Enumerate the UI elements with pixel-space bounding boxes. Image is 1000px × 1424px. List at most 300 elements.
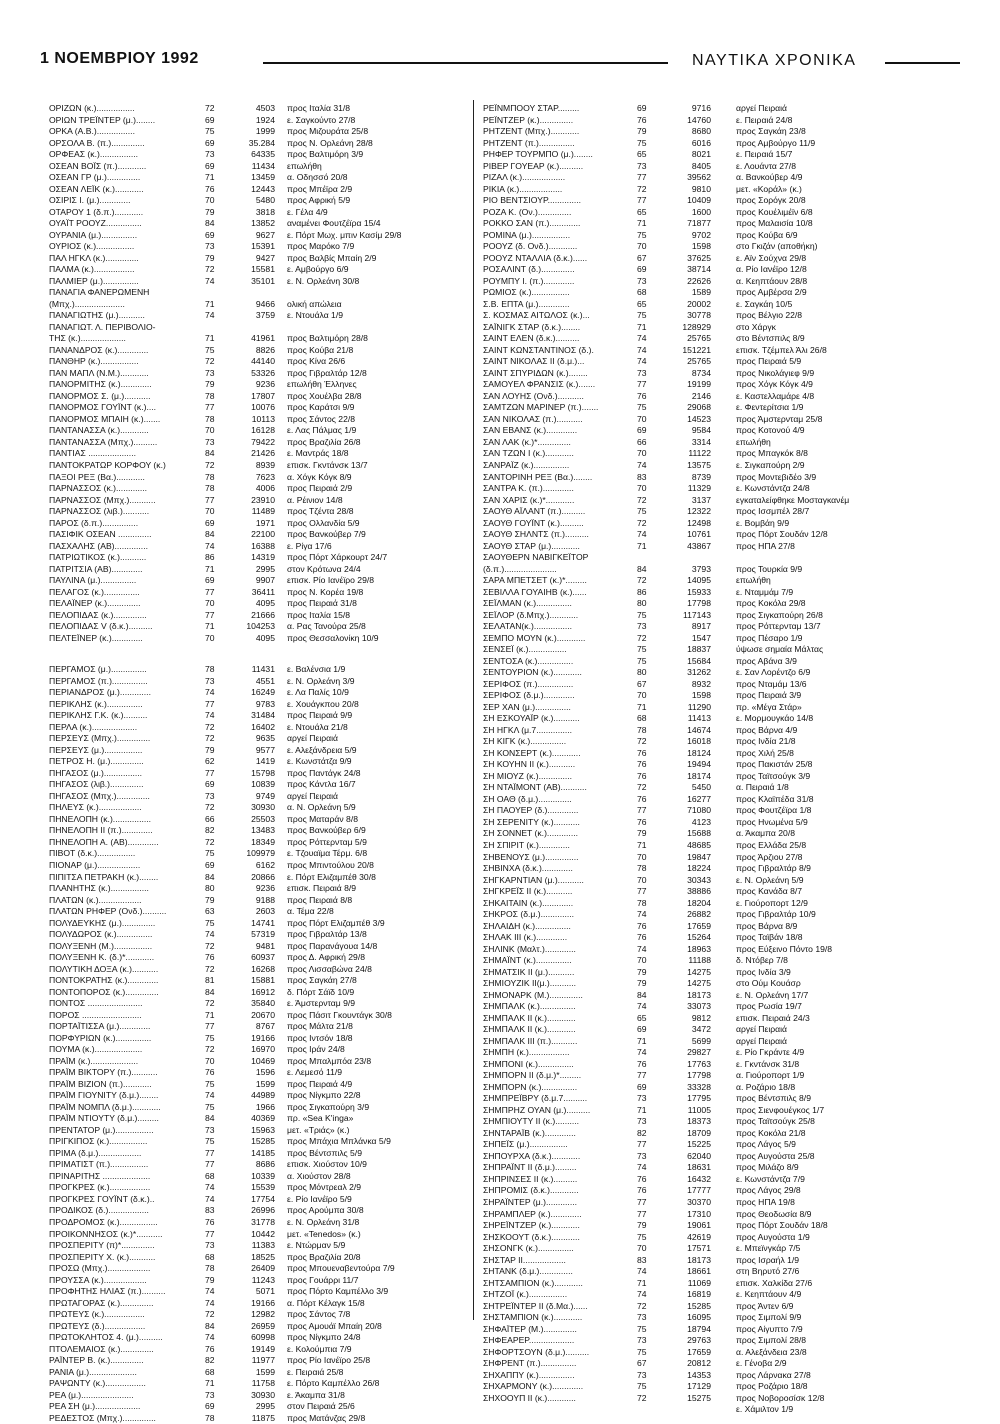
- ship-status: α. Ρίο Ιανέϊρο 12/8: [736, 264, 807, 275]
- ship-row: [49, 218, 469, 230]
- ship-row: [483, 598, 963, 610]
- ship-status: προς Ισσμπέλ 28/7: [736, 506, 810, 517]
- ship-status: προς Ματάνζας 29/8: [287, 1412, 366, 1423]
- tonnage: 16402: [251, 721, 275, 732]
- build-year: 74: [637, 333, 647, 344]
- ship-name: ΣΗΜΠΑΛΚ (κ.)...............: [483, 1001, 576, 1012]
- ship-row: [483, 1312, 963, 1324]
- ship-row: [483, 1301, 963, 1313]
- tonnage: 1589: [691, 287, 711, 298]
- ship-status: προς Κοκόλα 21/8: [736, 1127, 806, 1138]
- ship-name: ΡΩΜΙΟΣ (κ.)................: [483, 287, 570, 298]
- build-year: 71: [205, 333, 215, 344]
- ship-name: ΠΗΓΑΣΟΣ (Μπχ.)..............: [49, 790, 150, 801]
- build-year: 79: [205, 379, 215, 390]
- ship-name: ΡΑΝΙΑ (μ.)....................: [49, 1366, 137, 1377]
- ship-status: ε. Κολούμπια 7/9: [287, 1343, 352, 1354]
- ship-status: επισκ. Χαλκίδα 27/6: [736, 1277, 813, 1288]
- ship-status: ε. Γιούρoπορτ 12/9: [736, 897, 808, 908]
- build-year: 77: [637, 1208, 647, 1219]
- ship-row: [49, 745, 469, 757]
- build-year: 74: [637, 1266, 647, 1277]
- ship-name: ΠΑΝΤΑΝΑΣΣΑ (κ.)............: [49, 425, 149, 436]
- build-year: 74: [205, 710, 215, 721]
- ship-status: προς Πόρτ Σουδάν 18/8: [736, 1220, 828, 1231]
- ship-name: ΠΑΝΑΝΔΡΟΣ (κ.).............: [49, 344, 149, 355]
- build-year: 69: [205, 114, 215, 125]
- tonnage: 16018: [687, 736, 711, 747]
- build-year: 76: [637, 114, 647, 125]
- tonnage: 10076: [251, 402, 275, 413]
- ship-name: ΠΑΝΟΡΜΙΤΗΣ (κ.).............: [49, 379, 152, 390]
- ship-row: [483, 817, 963, 829]
- ship-row: [49, 356, 469, 368]
- ship-name: ΣΗΓΚΡΕΪΣ ΙΙ (κ.)...........: [483, 886, 573, 897]
- build-year: 80: [637, 667, 647, 678]
- ship-status: ε. Αϊν Σούχνα 29/8: [736, 252, 807, 263]
- tonnage: 20002: [687, 298, 711, 309]
- tonnage: 30930: [251, 802, 275, 813]
- ship-name: ΠΑΣΙΦΙΚ ΟΣΕΑΝ ..............: [49, 529, 152, 540]
- page-header: [40, 50, 960, 74]
- ship-row: [483, 610, 963, 622]
- build-year: 71: [205, 563, 215, 574]
- build-year: 72: [205, 356, 215, 367]
- ship-row: [49, 483, 469, 495]
- ship-row: [483, 472, 963, 484]
- ship-name: ΠΑΝΑΓΙΩΤ. Λ. ΠΕΡΙΒΟΛΙΟ-: [49, 321, 156, 332]
- build-year: 76: [205, 1067, 215, 1078]
- ship-status: προς Μπιντούλου 20/8: [287, 860, 374, 870]
- ship-name: ΠΕΡΙΚΛΗΣ (κ.)...............: [49, 698, 143, 709]
- build-year: 72: [637, 517, 647, 528]
- ship-row: [49, 379, 469, 391]
- tonnage: 15285: [251, 1136, 275, 1147]
- ship-status: α. Γιούρoπορτ 1/9: [736, 1070, 805, 1081]
- ship-row: [483, 495, 963, 507]
- ship-name: ΣΗΤΑΝΚ (δ.μ.)..............: [483, 1266, 573, 1277]
- build-year: 76: [637, 1058, 647, 1069]
- ship-row: [483, 103, 963, 115]
- ship-row: [483, 564, 963, 576]
- build-year: 72: [205, 940, 215, 951]
- ship-row: [49, 1056, 469, 1068]
- tonnage: 30370: [687, 1196, 711, 1207]
- issue-date: 1 ΝΟΕΜΒΡΙΟΥ 1992: [40, 50, 199, 67]
- ship-row: [49, 1102, 469, 1114]
- tonnage: 1547: [691, 632, 711, 643]
- build-year: 77: [205, 767, 215, 778]
- tonnage: 4123: [691, 816, 711, 827]
- ship-row: [49, 276, 469, 288]
- ship-name: ΠΟΛΥΞΕΝΗ Κ. (δ.)*............: [49, 952, 155, 963]
- ship-name: ΠΙΠΙΤΣΑ ΠΕΤΡΑΚΗ (κ.)........: [49, 871, 159, 882]
- tonnage: 9584: [691, 425, 711, 436]
- ship-row: [49, 1240, 469, 1252]
- build-year: 79: [637, 978, 647, 989]
- tonnage: 9236: [255, 883, 275, 894]
- ship-row: [49, 733, 469, 745]
- ship-status: προς Άντεν 6/9: [736, 1300, 794, 1311]
- tonnage: 15581: [251, 264, 275, 275]
- tonnage: 14760: [687, 114, 711, 125]
- build-year: 79: [205, 744, 215, 755]
- ship-status: αργεί Πειραιά: [736, 1024, 787, 1035]
- tonnage: 17754: [251, 1193, 275, 1204]
- build-year: 76: [637, 1185, 647, 1196]
- tonnage: 11188: [688, 955, 711, 966]
- build-year: 70: [637, 690, 647, 701]
- tonnage: 11489: [251, 506, 275, 517]
- ship-name: ΣΗΜΠΟΡΝ ΙΙ (δ.μ.)*.........: [483, 1070, 582, 1081]
- ship-name: ΣΗΠΕΪΣ (μ.)................: [483, 1139, 568, 1150]
- tonnage: 15963: [251, 1124, 275, 1135]
- ship-name: ΣΗ ΟΑΘ (δ.μ.)..............: [483, 793, 572, 804]
- tonnage: 12322: [687, 506, 711, 517]
- tonnage: 2995: [255, 1401, 275, 1412]
- tonnage: 31262: [687, 667, 711, 678]
- ship-name: ΡΙΟ ΒΕΝΤΣΙΟΥΡ..............: [483, 195, 582, 206]
- ship-row: [483, 1082, 963, 1094]
- ship-name: ΠΑΝΤΑΝΑΣΣΑ (Μπχ.)..........: [49, 436, 158, 447]
- ship-name: ΟΡΙΖΩΝ (κ.)................: [49, 103, 135, 113]
- ship-status: ε. Λας Πάλμας 1/9: [287, 425, 357, 436]
- ship-row: [49, 437, 469, 449]
- build-year: 73: [637, 1312, 647, 1323]
- build-year: 73: [205, 241, 215, 252]
- ship-name: ΣΗΜΑΪΝΤ (κ.)...............: [483, 955, 572, 966]
- ship-row: [483, 1243, 963, 1255]
- ship-name: ΣΕΝΤΟΣΑ (κ.)...............: [483, 655, 574, 666]
- ship-row: [49, 975, 469, 987]
- tonnage: 16819: [687, 1289, 711, 1300]
- tonnage: 16277: [687, 793, 711, 804]
- tonnage: 26409: [251, 1263, 275, 1274]
- build-year: 75: [637, 229, 647, 240]
- ship-row: [49, 1021, 469, 1033]
- build-year: 70: [637, 874, 647, 885]
- ship-status: προς Δ. Αφρική 29/8: [287, 952, 365, 963]
- build-year: 74: [205, 310, 215, 321]
- ship-status: προς Βάρνα 4/9: [736, 724, 798, 735]
- tonnage: 14523: [687, 413, 711, 424]
- ship-status: προς Ελλάδα 25/8: [736, 840, 807, 850]
- ship-name: ΠΡΟΓΚΡΕΣ (κ.).................: [49, 1182, 151, 1193]
- tonnage: 71080: [687, 805, 711, 816]
- ship-name: ΣΕΪΛΟΡ (δ.Μπχ.)............: [483, 609, 579, 620]
- ship-row: [49, 425, 469, 437]
- ship-status: στον Πειραιά 25/6: [287, 1401, 355, 1412]
- ship-name: ΠΗΝΕΛΟΠΗ ΙΙ (π.).............: [49, 825, 153, 836]
- build-year: 66: [637, 436, 647, 447]
- ship-name: ΡΕΑ (μ.)......................: [49, 1389, 134, 1400]
- tonnage: 3759: [255, 310, 275, 321]
- ship-status: ε. Ν. Ορλεάνη 3/9: [287, 675, 355, 686]
- ship-name: ΠΑΝΟΡΜΟΣ ΓΟΥΪΝΤ (κ.)....: [49, 402, 157, 413]
- tonnage: 13575: [687, 459, 711, 470]
- ship-row: [49, 1044, 469, 1056]
- tonnage: 8021: [691, 149, 711, 160]
- build-year: 82: [205, 825, 215, 836]
- ship-status: ε. Νταμμάμ 7/9: [736, 586, 794, 597]
- ship-name: ΠΡΟΣΠΕΡΙΤΥ Χ. (κ.)...........: [49, 1251, 156, 1262]
- ship-row: [49, 837, 469, 849]
- ship-name: ΠΡΟΓΚΡΕΣ ΓΟΥΪΝΤ (δ.κ.)..: [49, 1193, 155, 1204]
- tonnage: 9702: [691, 229, 711, 240]
- ship-name: ΡΙΒΕΡ ΓΟΥΕΑΡ (κ.)..........: [483, 160, 584, 171]
- tonnage: 62040: [687, 1150, 711, 1161]
- ship-row: [483, 1013, 963, 1025]
- build-year: 69: [205, 575, 215, 586]
- ship-row: [483, 1059, 963, 1071]
- tonnage: 17798: [687, 1070, 711, 1081]
- ship-name: ΣΑΟΥΘ ΣΗΛΝΤΣ (π.)..........: [483, 529, 589, 540]
- build-year: 79: [637, 828, 647, 839]
- build-year: 82: [637, 1127, 647, 1138]
- ship-row: [483, 264, 963, 276]
- ship-row: [49, 345, 469, 357]
- ship-status: ε. Αλεξάνδρεια 5/9: [287, 744, 357, 755]
- ship-status: προς Ηνωμένα 5/9: [736, 816, 808, 827]
- ship-status: προς Γιβραλτάρ 8/9: [736, 863, 811, 874]
- ship-status: ε. Άμστερνταμ 9/9: [287, 998, 356, 1009]
- tonnage: 26959: [251, 1320, 275, 1331]
- tonnage: 15225: [687, 1139, 711, 1150]
- ship-status: επισκ. Χιούστον 10/9: [287, 1159, 367, 1170]
- ship-status: α. Άκαμπα 20/8: [736, 828, 796, 839]
- tonnage: 11758: [251, 1378, 275, 1389]
- ship-name: ΣΑΝΤΡΑ Κ. (π.).............: [483, 483, 574, 494]
- ship-name: ΠΑΡΝΑΣΣΟΣ (Μπχ.)...........: [49, 494, 156, 505]
- ship-row: [483, 725, 963, 737]
- ship-name: ΣΗΠΟΥΡΧΑ (δ.κ.)............: [483, 1150, 581, 1161]
- ship-row: [483, 1128, 963, 1140]
- build-year: 69: [205, 160, 215, 171]
- ship-name: ΟΤΑΡΟΥ 1 (δ.π.)............: [49, 206, 144, 217]
- build-year: 65: [637, 206, 647, 217]
- tonnage: 15539: [251, 1182, 275, 1193]
- ship-row: [49, 918, 469, 930]
- tonnage: 29763: [687, 1335, 711, 1346]
- ship-row: [49, 633, 469, 645]
- ship-row: [483, 115, 963, 127]
- build-year: 72: [205, 733, 215, 744]
- ship-name: ΣΕΡΙΦΟΣ (δ.μ.).............: [483, 690, 575, 701]
- ship-row: [49, 621, 469, 633]
- ship-name: ΣΗΦΟΡΤΣΟΥΝ (δ.μ.)..........: [483, 1346, 590, 1357]
- ship-status: ε. Πειραιά 24/8: [736, 114, 793, 125]
- build-year: 72: [205, 721, 215, 732]
- tonnage: 18709: [687, 1127, 711, 1138]
- ship-name: ΣΗΒΕΝΟΥΣ (μ.)..............: [483, 851, 579, 862]
- ship-name: ΣΑΜΤΖΩΝ ΜΑΡΙΝΕΡ (π.).......: [483, 402, 599, 413]
- ship-row: [49, 676, 469, 688]
- ship-status: προς Πάσιτ Γκουντάγκ 30/8: [287, 1009, 392, 1020]
- tonnage: 29068: [687, 402, 711, 413]
- tonnage: 30778: [687, 310, 711, 321]
- build-year: 78: [205, 390, 215, 401]
- build-year: 74: [637, 1289, 647, 1300]
- tonnage: 11875: [251, 1412, 275, 1423]
- ship-status: επωλήθη: [736, 436, 771, 447]
- build-year: 73: [205, 790, 215, 801]
- ship-name: ΠΡΙΜΑΤΙΣΤ (π.)................: [49, 1159, 149, 1170]
- tonnage: 1598: [691, 690, 711, 701]
- ship-status: προς Εύξεινο Πόντο 19/8: [736, 943, 833, 954]
- tonnage: 14185: [251, 1147, 275, 1158]
- ship-name: ΣΗΚΡΟΣ (δ.μ.)..............: [483, 909, 575, 920]
- build-year: 72: [205, 998, 215, 1009]
- ship-status: α. Ροζάριο 18/8: [736, 1081, 796, 1092]
- build-year: 68: [205, 1251, 215, 1262]
- build-year: 69: [205, 517, 215, 528]
- ship-row: [483, 656, 963, 668]
- ship-status: προς Κλαϊπέδα 31/8: [736, 793, 814, 804]
- build-year: 76: [637, 816, 647, 827]
- tonnage: 12498: [687, 517, 711, 528]
- ship-name: ΣΗΓΚΑΡΝΤΙΑΝ (μ.)...........: [483, 874, 584, 885]
- tonnage: 11977: [251, 1355, 275, 1366]
- build-year: 70: [205, 506, 215, 517]
- ship-row: [483, 345, 963, 357]
- ship-status: επισκ. Τζέμπελ Άλι 26/8: [736, 344, 827, 355]
- ship-name: ΣΗΛΑΚ ΙΙΙ (κ.).............: [483, 932, 568, 943]
- ship-status: ε. Χάμιλτον 1/9: [736, 1404, 794, 1415]
- ship-row: [49, 149, 469, 161]
- build-year: 75: [637, 137, 647, 148]
- build-year: 72: [205, 802, 215, 813]
- build-year: 65: [637, 298, 647, 309]
- ship-row: [49, 1252, 469, 1264]
- ship-status: προς Κοτονού 4/9: [736, 425, 805, 436]
- build-year: 77: [637, 1139, 647, 1150]
- tonnage: 19199: [687, 379, 711, 390]
- ship-status: αργεί Πειραιά: [287, 790, 338, 801]
- ship-name: ΣΕΝΣΕΪ (κ.)................: [483, 644, 567, 655]
- ship-name: ΡΟΚΚΟ ΣΑΝ (π.).............: [483, 218, 581, 229]
- build-year: 70: [205, 598, 215, 609]
- ship-status: ε. Βομβάη 9/9: [736, 517, 790, 528]
- ship-status: προς Μπαγκόκ 8/8: [736, 448, 808, 459]
- ship-name: ΣΗΜΠΑΛΚ ΙΙΙ (π.)...........: [483, 1035, 578, 1046]
- ship-name: ΣΑΝΤΟΡΙΝΗ ΡΕΞ (Βα.)........: [483, 471, 593, 482]
- tonnage: 18224: [687, 863, 711, 874]
- ship-name: ΠΑΝΟΡΜΟΣ ΜΠΑΙΗ (κ.).......: [49, 413, 161, 424]
- ship-row: [483, 1335, 963, 1347]
- ship-status: ε. Γκντάνσκ 31/8: [736, 1058, 800, 1069]
- ship-row: [49, 1309, 469, 1321]
- tonnage: 5480: [255, 195, 275, 206]
- ship-row: [483, 138, 963, 150]
- ship-row: [483, 322, 963, 334]
- ship-name: (Μπχ.).....................: [49, 298, 125, 309]
- ship-row: [483, 967, 963, 979]
- ship-status: α. Χόγκ Κόγκ 8/9: [287, 471, 352, 482]
- build-year: 70: [637, 448, 647, 459]
- ship-name: ΠΡΩΤΕΥΣ (δ.).................: [49, 1320, 146, 1331]
- header-rule-left: [263, 62, 668, 64]
- tonnage: 44140: [251, 356, 275, 367]
- build-year: 73: [637, 1369, 647, 1380]
- tonnage: 30930: [251, 1389, 275, 1400]
- header-rule-right: [885, 62, 960, 64]
- ship-status: προς Πειραιά 5/9: [736, 356, 802, 367]
- tonnage: 2146: [691, 390, 711, 401]
- ship-row: [483, 195, 963, 207]
- tonnage: 17798: [687, 598, 711, 609]
- ship-row: [483, 828, 963, 840]
- ship-row: [483, 1266, 963, 1278]
- ship-name: ΠΟΝΤΟΚΡΑΤΗΣ (κ.).............: [49, 975, 159, 986]
- ship-name: ΣΗΣΤΑΜΠΙΟΝ (κ.)............: [483, 1312, 583, 1323]
- ship-name: ΣΗΜΙΟΥΖΙΚ ΙΙ(μ.)...........: [483, 978, 577, 989]
- ship-status: προς Σάντος 7/8: [287, 1309, 351, 1320]
- build-year: 71: [205, 1378, 215, 1389]
- ship-name: ΣΗΛΙΝΚ (Μαλτ.).............: [483, 943, 576, 954]
- ship-row: [49, 1378, 469, 1390]
- ship-status: προς Άρζιου 27/8: [736, 851, 803, 862]
- tonnage: 18373: [687, 1116, 711, 1127]
- ship-status: προς Σιγκαπούρη 26/8: [736, 609, 823, 620]
- build-year: 78: [205, 664, 215, 675]
- tonnage: 26996: [251, 1205, 275, 1216]
- ship-name: ΟΣΕΑΝ ΓΡ (μ.)..............: [49, 172, 141, 183]
- tonnage: 10113: [251, 413, 275, 424]
- build-year: 74: [205, 275, 215, 286]
- build-year: 77: [637, 172, 647, 183]
- tonnage: 8767: [255, 1021, 275, 1032]
- ship-status: ε. Ντουάλα 21/8: [287, 721, 348, 732]
- build-year: 75: [637, 1323, 647, 1334]
- tonnage: 11383: [251, 1240, 275, 1251]
- ship-row: [49, 664, 469, 676]
- build-year: 80: [205, 883, 215, 894]
- ship-row: [49, 460, 469, 472]
- tonnage: 19847: [687, 851, 711, 862]
- tonnage: 25503: [251, 813, 275, 824]
- ship-name: ΣΑΙΝΤ ΚΩΝΣΤΑΝΤΙΝΟΣ (δ.).: [483, 344, 594, 355]
- ship-name: Σ. ΚΟΣΜΑΣ ΑΙΤΩΛΟΣ (κ.)...: [483, 310, 590, 321]
- tonnage: 109979: [246, 848, 275, 859]
- build-year: 65: [637, 1012, 647, 1023]
- ship-row: [49, 768, 469, 780]
- build-year: 72: [205, 459, 215, 470]
- ship-row: [49, 779, 469, 791]
- ship-status: προς Ιταλία 15/8: [287, 609, 351, 620]
- tonnage: 17659: [687, 1346, 711, 1357]
- ship-name: ΡΕΪΝΜΠΟΟΥ ΣΤΑΡ.........: [483, 103, 580, 113]
- tonnage: 9577: [255, 744, 275, 755]
- build-year: 62: [205, 756, 215, 767]
- tonnage: 15881: [251, 975, 275, 986]
- tonnage: 8939: [255, 459, 275, 470]
- ship-status: ε. Κωνστάντζα 24/8: [736, 483, 810, 494]
- tonnage: 1596: [255, 1067, 275, 1078]
- ship-row: [483, 621, 963, 633]
- tonnage: 1598: [691, 241, 711, 252]
- ship-row: [49, 103, 469, 115]
- ship-name: ΠΗΝΕΛΟΠΗ Α. (ΑΒ).............: [49, 836, 159, 847]
- build-year: 78: [637, 863, 647, 874]
- ship-row: [49, 1136, 469, 1148]
- ship-row: [49, 495, 469, 507]
- ship-name: ΣΗΧΑΠΠΥ (κ.)...............: [483, 1369, 575, 1380]
- ship-status: αναμένει Φουτζέϊρα 15/4: [287, 218, 381, 229]
- build-year: 76: [205, 1343, 215, 1354]
- ship-status: προς Ισραήλ 1/9: [736, 1254, 800, 1265]
- ship-name: ΣΗ ΣΟΝΝΕΤ (κ.).............: [483, 828, 578, 839]
- ship-status: προς Μαρόκο 7/9: [287, 241, 355, 252]
